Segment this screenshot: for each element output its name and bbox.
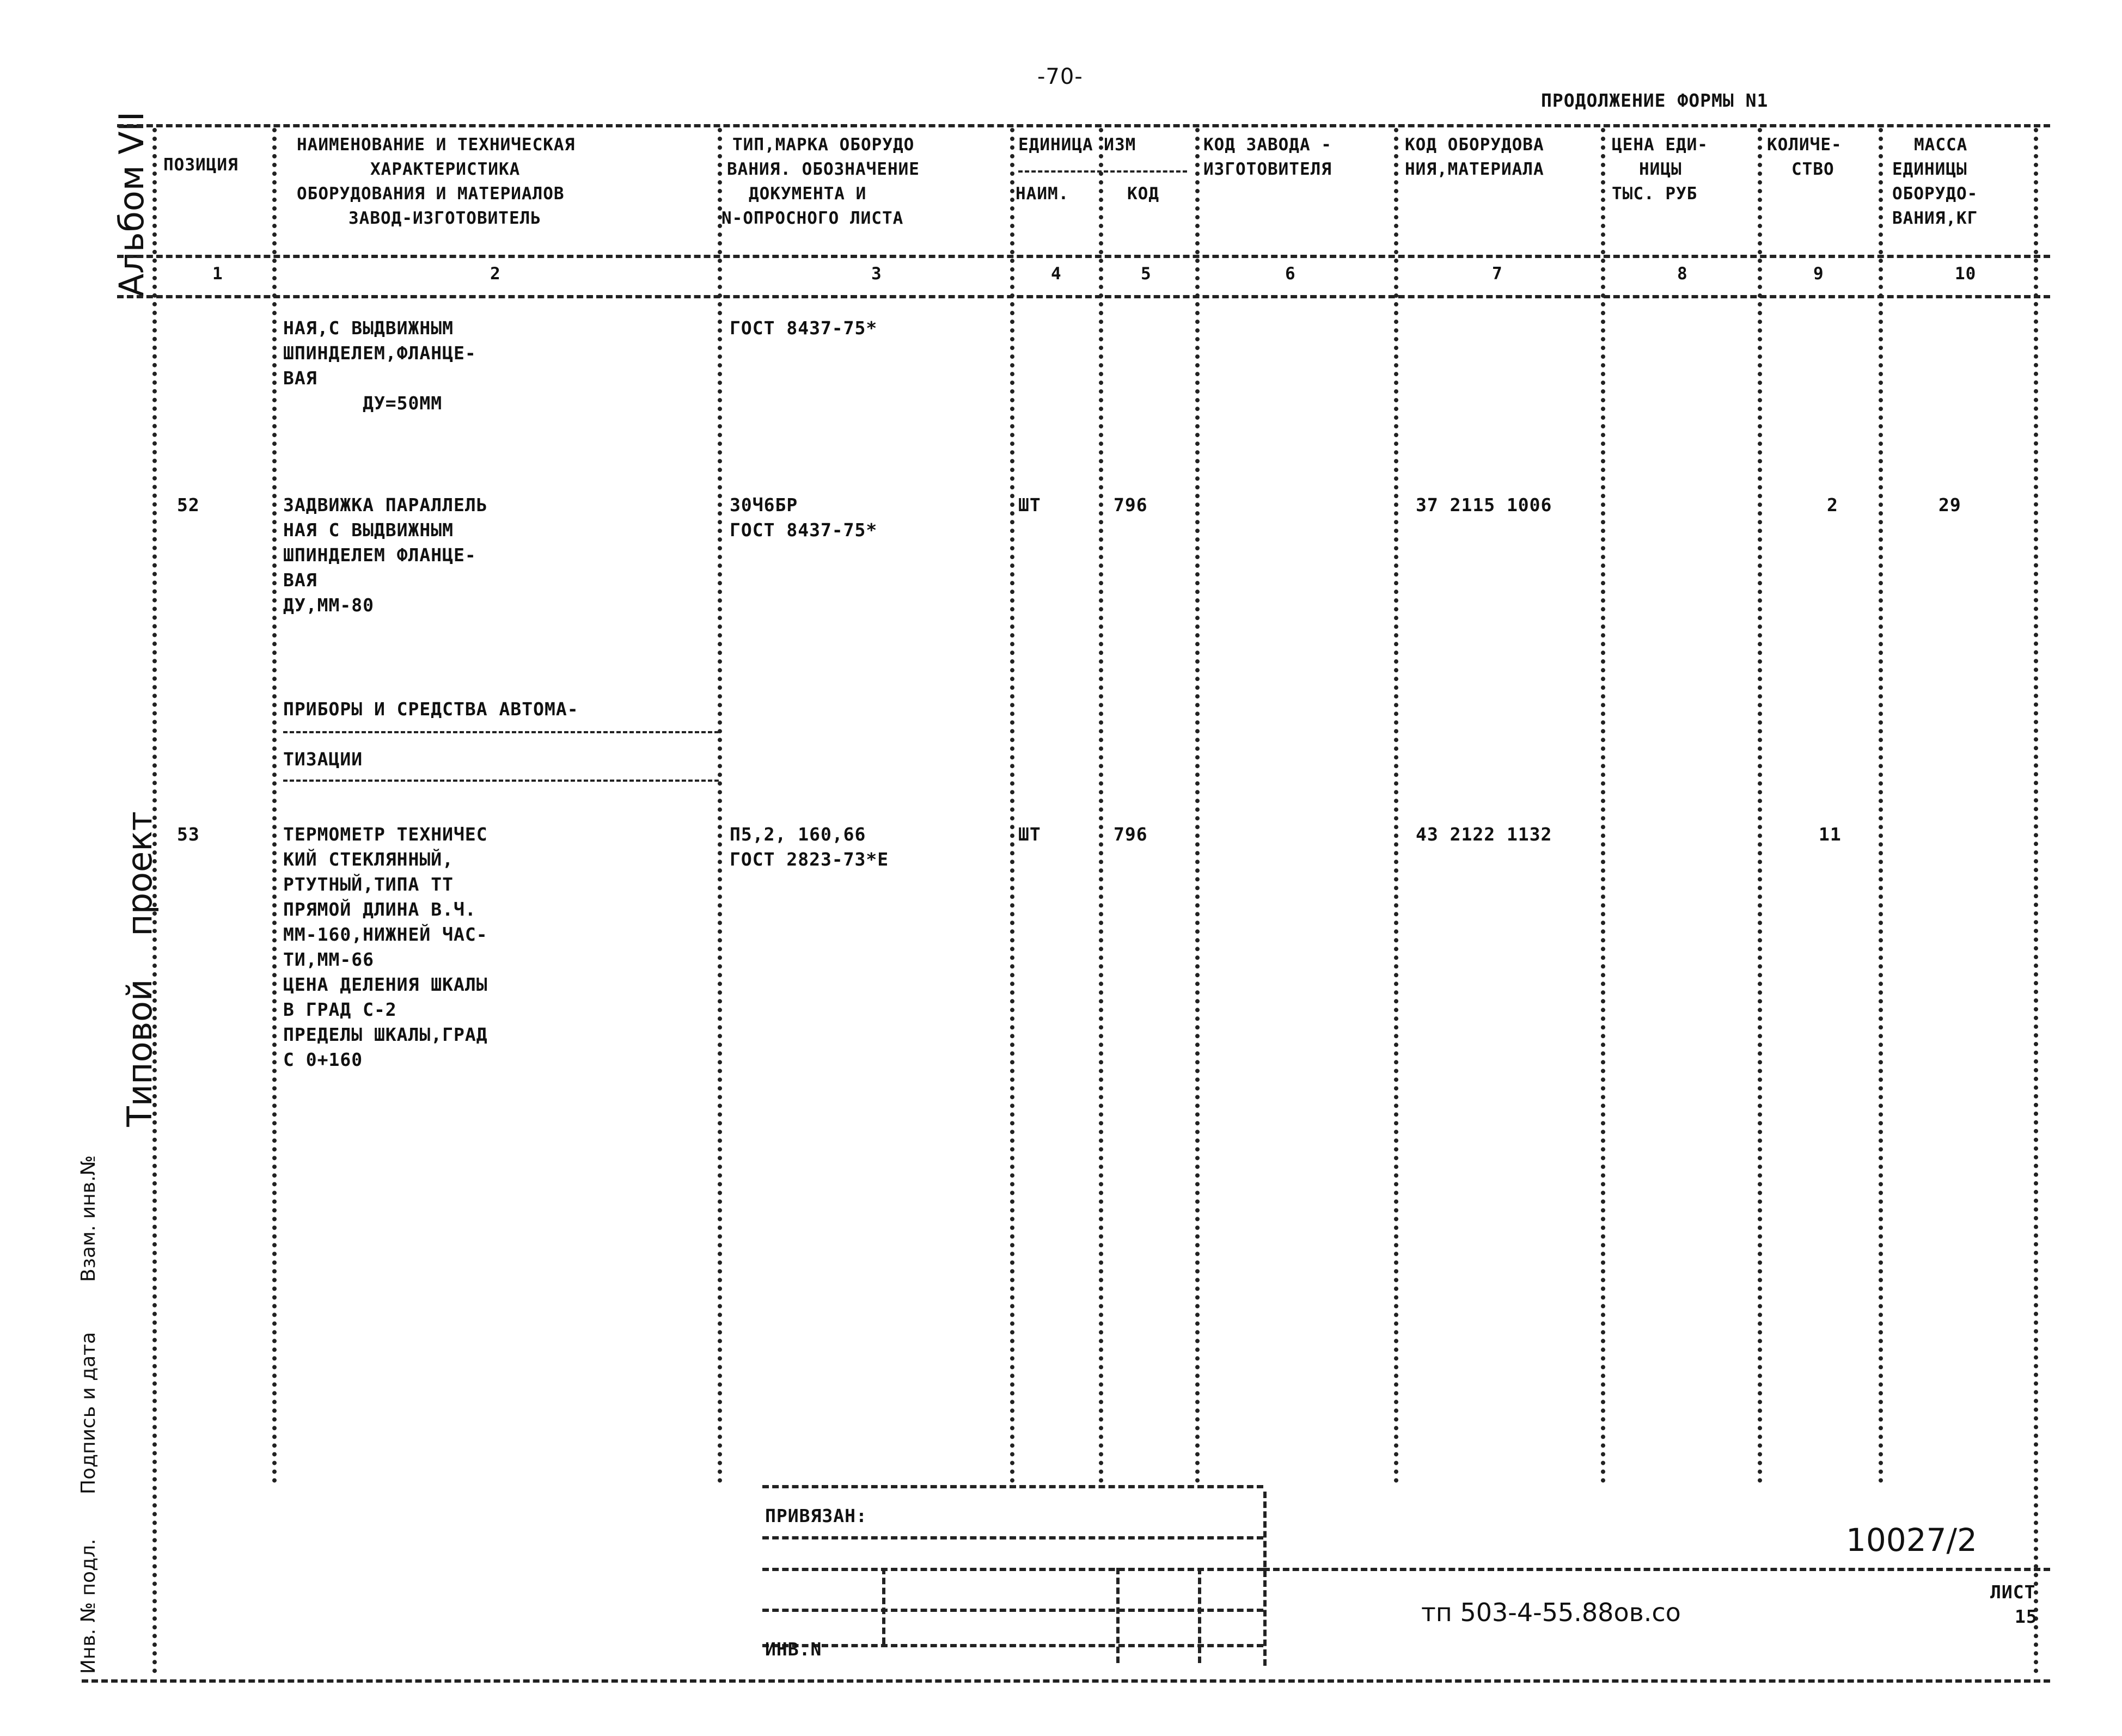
col-sep-c — [1010, 128, 1014, 1483]
col-sep-a — [272, 128, 277, 1483]
rule-bottom — [82, 1679, 2050, 1683]
header-name-1: НАИМЕНОВАНИЕ И ТЕХНИЧЕСКАЯ — [297, 135, 576, 155]
header-name-2: ХАРАКТЕРИСТИКА — [370, 160, 521, 179]
header-plant-2: ИЗГОТОВИТЕЛЯ — [1203, 160, 1332, 179]
header-price-1: ЦЕНА ЕДИ- — [1612, 135, 1708, 155]
colnum-4: 4 — [1051, 264, 1062, 284]
header-name-4: ЗАВОД-ИЗГОТОВИТЕЛЬ — [348, 208, 541, 228]
header-mass-2: ЕДИНИЦЫ — [1892, 160, 1967, 179]
row52-qty: 2 — [1827, 494, 1838, 516]
colnum-10: 10 — [1955, 264, 1977, 284]
stamp-list-number: 15 — [2015, 1606, 2038, 1627]
header-unit-code: КОД — [1127, 184, 1159, 204]
colnum-5: 5 — [1141, 264, 1152, 284]
col-sep-b — [718, 128, 722, 1483]
row0-name: НАЯ,С ВЫДВИЖНЫМ ШПИНДЕЛЕМ,ФЛАНЦЕ- ВАЯ ДУ=50ММ — [283, 317, 476, 414]
header-price-3: ТЫС. РУБ — [1612, 184, 1698, 204]
rule-top — [117, 124, 2050, 127]
header-equip-2: НИЯ,МАТЕРИАЛА — [1405, 160, 1544, 179]
row0-type: ГОСТ 8437-75* — [730, 317, 878, 339]
row52-code: 796 — [1114, 494, 1148, 516]
stamp-right-rule — [1263, 1568, 2050, 1571]
row53-qty: 11 — [1819, 824, 1842, 845]
col-sep-f — [1394, 128, 1398, 1483]
header-equip-1: КОД ОБОРУДОВА — [1405, 135, 1544, 155]
stamp-rule-3 — [762, 1568, 1263, 1571]
row52-unit: ШТ — [1018, 494, 1041, 516]
header-name-3: ОБОРУДОВАНИЯ И МАТЕРИАЛОВ — [297, 184, 565, 204]
header-price-2: НИЦЫ — [1639, 160, 1682, 179]
header-type-2: ВАНИЯ. ОБОЗНАЧЕНИЕ — [727, 160, 920, 179]
row52-name: ЗАДВИЖКА ПАРАЛЛЕЛЬ НАЯ С ВЫДВИЖНЫМ ШПИНДЕЛЕМ ФЛАНЦЕ- ВАЯ ДУ,ММ-80 — [283, 494, 488, 616]
row53-equip: 43 2122 1132 — [1416, 824, 1552, 845]
side-podpis-data: Подпись и дата — [77, 1332, 100, 1494]
side-vzam-inv: Взам. инв.№ — [77, 1155, 100, 1282]
stamp-rule-2 — [762, 1536, 1263, 1539]
col-sep-right — [2034, 128, 2038, 1674]
row53-name: ТЕРМОМЕТР ТЕХНИЧЕС КИЙ СТЕКЛЯННЫЙ, РТУТНЫЙ,ТИПА ТТ ПРЯМОЙ ДЛИНА В.Ч. ММ-160,НИЖНЕЙ ЧАС- ТИ,ММ-66 ЦЕНА ДЕЛЕНИЯ ШКАЛЫ В ГРАД С-2 ПРЕДЕЛЫ ШКАЛЫ,ГРАД С 0+160 — [283, 824, 488, 1070]
stamp-sep-3 — [1198, 1568, 1201, 1663]
stamp-rule-5 — [762, 1644, 1263, 1647]
col-sep-g — [1601, 128, 1605, 1483]
col-sep-left — [152, 128, 157, 1674]
rule-unit-split — [1018, 170, 1187, 173]
header-unit: ЕДИНИЦА ИЗМ — [1018, 135, 1136, 155]
row52-equip: 37 2115 1006 — [1416, 494, 1552, 516]
section-rule-2 — [283, 780, 719, 782]
side-project: Типовой проект — [120, 811, 160, 1127]
page-number: -70- — [1037, 64, 1083, 89]
row53-pos: 53 — [177, 824, 200, 845]
side-album: Альбом VII — [112, 111, 151, 297]
stamp-sep-1 — [882, 1568, 885, 1644]
colnum-9: 9 — [1813, 264, 1824, 284]
colnum-8: 8 — [1677, 264, 1688, 284]
row52-type: 30Ч6БР ГОСТ 8437-75* — [730, 494, 878, 541]
stamp-sep-2 — [1116, 1568, 1120, 1663]
stamp-list-label: ЛИСТ — [1990, 1581, 2036, 1603]
header-unit-name: НАИМ. — [1016, 184, 1069, 204]
header-type-3: ДОКУМЕНТА И — [749, 184, 867, 204]
stamp-inv: ИНВ.N — [765, 1639, 822, 1660]
colnum-1: 1 — [212, 264, 223, 284]
row53-code: 796 — [1114, 824, 1148, 845]
form-continuation: ПРОДОЛЖЕНИЕ ФОРМЫ N1 — [1541, 90, 1769, 111]
header-mass-3: ОБОРУДО- — [1892, 184, 1978, 204]
colnum-6: 6 — [1285, 264, 1296, 284]
stamp-doc-code: тп 503-4-55.88ов.со — [1421, 1598, 1681, 1627]
row52-mass: 29 — [1938, 494, 1961, 516]
header-plant-1: КОД ЗАВОДА - — [1203, 135, 1332, 155]
colnum-2: 2 — [490, 264, 501, 284]
row53-unit: ШТ — [1018, 824, 1041, 845]
section-rule-1 — [283, 731, 719, 733]
stamp-sep-4 — [1263, 1492, 1267, 1666]
header-type-1: ТИП,МАРКА ОБОРУДО — [732, 135, 915, 155]
header-position: ПОЗИЦИЯ — [163, 155, 239, 175]
stamp-privyazan: ПРИВЯЗАН: — [765, 1505, 867, 1526]
colnum-7: 7 — [1492, 264, 1503, 284]
row52-pos: 52 — [177, 494, 200, 516]
side-inv-podl: Инв. № подл. — [77, 1538, 100, 1674]
header-qty-2: СТВО — [1791, 160, 1834, 179]
colnum-3: 3 — [871, 264, 882, 284]
col-sep-h — [1758, 128, 1762, 1483]
header-mass-4: ВАНИЯ,КГ — [1892, 208, 1978, 228]
stamp-rule-1 — [762, 1485, 1263, 1488]
stamp-handwritten-number: 10027/2 — [1846, 1522, 1977, 1559]
header-type-4: N-ОПРОСНОГО ЛИСТА — [721, 208, 904, 228]
col-sep-i — [1879, 128, 1883, 1483]
section-title-1: ПРИБОРЫ И СРЕДСТВА АВТОМА- — [283, 698, 579, 720]
row53-type: П5,2, 160,66 ГОСТ 2823-73*Е — [730, 824, 889, 870]
col-sep-e — [1195, 128, 1200, 1483]
stamp-rule-4 — [762, 1609, 1263, 1612]
col-sep-d — [1099, 128, 1103, 1483]
header-qty-1: КОЛИЧЕ- — [1767, 135, 1842, 155]
section-title-2: ТИЗАЦИИ — [283, 749, 363, 770]
header-mass-1: МАССА — [1914, 135, 1968, 155]
